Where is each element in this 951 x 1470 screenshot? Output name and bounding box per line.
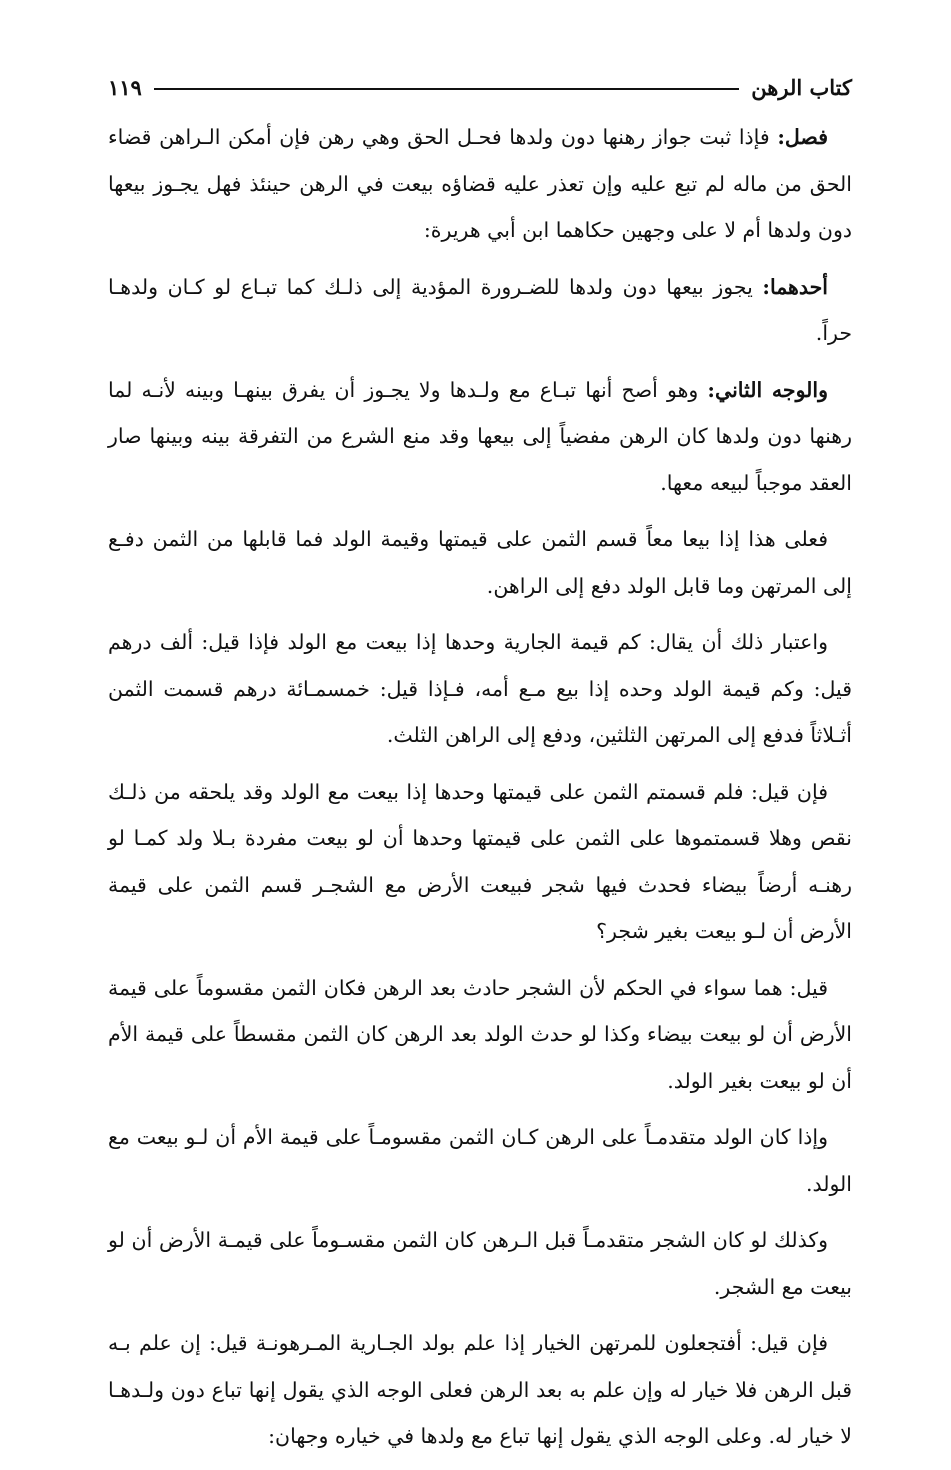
paragraph-text: وإذا كان الولد متقدمـاً على الرهن كـان الثمن مقسومـاً على قيمة الأم أن لـو بيعت مع الولد. — [108, 1125, 852, 1196]
paragraph — [108, 965, 852, 1105]
paragraph — [108, 367, 852, 507]
paragraph — [108, 619, 852, 759]
paragraph-lead: أحدهما: — [762, 274, 828, 299]
paragraph — [108, 114, 852, 254]
running-header — [108, 70, 852, 104]
paragraph — [108, 769, 852, 955]
paragraph-text: فإذا ثبت جواز رهنها دون ولدها فحـل الحق وهي رهن فإن أمكن الـراهن قضاء الحق من ماله لم تبع عليه وإن تعذر عليه قضاؤه بيعت في الرهن حينئذ فهل يجـوز بيعها دون ولدها أم لا على وجهين حكاهما ابن أبي هريرة: — [108, 125, 852, 242]
body-text — [108, 114, 852, 1470]
paragraph — [108, 1217, 852, 1310]
paragraph — [108, 516, 852, 609]
paragraph-text: وكذلك لو كان الشجر متقدمـاً قبل الـرهن كان الثمن مقسـوماً على قيمـة الأرض أن لو بيعت مع الشجر. — [108, 1228, 852, 1299]
paragraph-text: وهو أصح أنها تبـاع مع ولـدها ولا يجـوز أن يفرق بينهـا وبينه لأنـه لما رهنها دون ولدها كان الرهن مفضياً إلى بيعها وقد منع الشرع من التفرقة بينه وبينها صار العقد موجباً لبيعه معها. — [108, 377, 852, 495]
paragraph — [108, 1320, 852, 1460]
paragraph-text: فعلى هذا إذا بيعا معاً قسم الثمن على قيمتها وقيمة الولد فما قابلها من الثمن دفـع إلى المرتهن وما قابل الولد دفع إلى الراهن. — [108, 527, 852, 598]
paragraph-lead: والوجه الثاني: — [707, 377, 829, 402]
paragraph-lead: فصل: — [777, 125, 828, 149]
paragraph — [108, 264, 852, 357]
paragraph — [108, 1114, 852, 1207]
paragraph-text: فإن قيل: فلم قسمتم الثمن على قيمتها وحدها إذا بيعت مع الولد وقد يلحقه من ذلـك نقص وهلا قسمتموها على الثمن على قيمتها وحدها أن لو بيعت مفردة بـلا ولد كمـا لو رهنـه أرضاً بيضاء فحدث فيها شجر فبيعت الأرض مع الشجـر قسم الثمن على قيمة الأرض أن لـو بيعت بغير شجر؟ — [108, 779, 852, 943]
chapter-title: كتاب الرهن — [751, 74, 852, 100]
paragraph-text: يجوز بيعها دون ولدها للضـرورة المؤدية إلى ذلـك كما تبـاع لو كـان ولدهـا حراً. — [108, 274, 852, 345]
paragraph-text: فإن قيل: أفتجعلون للمرتهن الخيار إذا علم بولد الجـارية المـرهونـة قيل: إن علم بـه قبل الرهن فلا خيار له وإن علم به بعد الرهن فعلى الوجه الذي يقول إنها تباع دون ولـدهـا لا خيار له. وعلى الوجه الذي يقول إنها تباع مع ولدها في خياره وجهان: — [108, 1331, 852, 1448]
paragraph-text: قيل: هما سواء في الحكم لأن الشجر حادث بعد الرهن فكان الثمن مقسوماً على قيمة الأرض أن لو بيعت بيضاء وكذا لو حدث الولد بعد الرهن كان الثمن مقسطاً على قيمة الأم أن لو بيعت بغير الولد. — [108, 975, 852, 1093]
page-number: ١١٩ — [108, 74, 142, 100]
paragraph-text: واعتبار ذلك أن يقال: كم قيمة الجارية وحدها إذا بيعت مع الولد فإذا قيل: ألف درهم قيل: وكم قيمة الولد وحده إذا بيع مـع أمه، فـإذا قيل: خمسمـائة درهم قسمت الثمن أثـلاثاً فدفع إلى المرتهن الثلثين، ودفع إلى الراهن الثلث. — [108, 630, 852, 747]
header-rule — [154, 88, 739, 90]
